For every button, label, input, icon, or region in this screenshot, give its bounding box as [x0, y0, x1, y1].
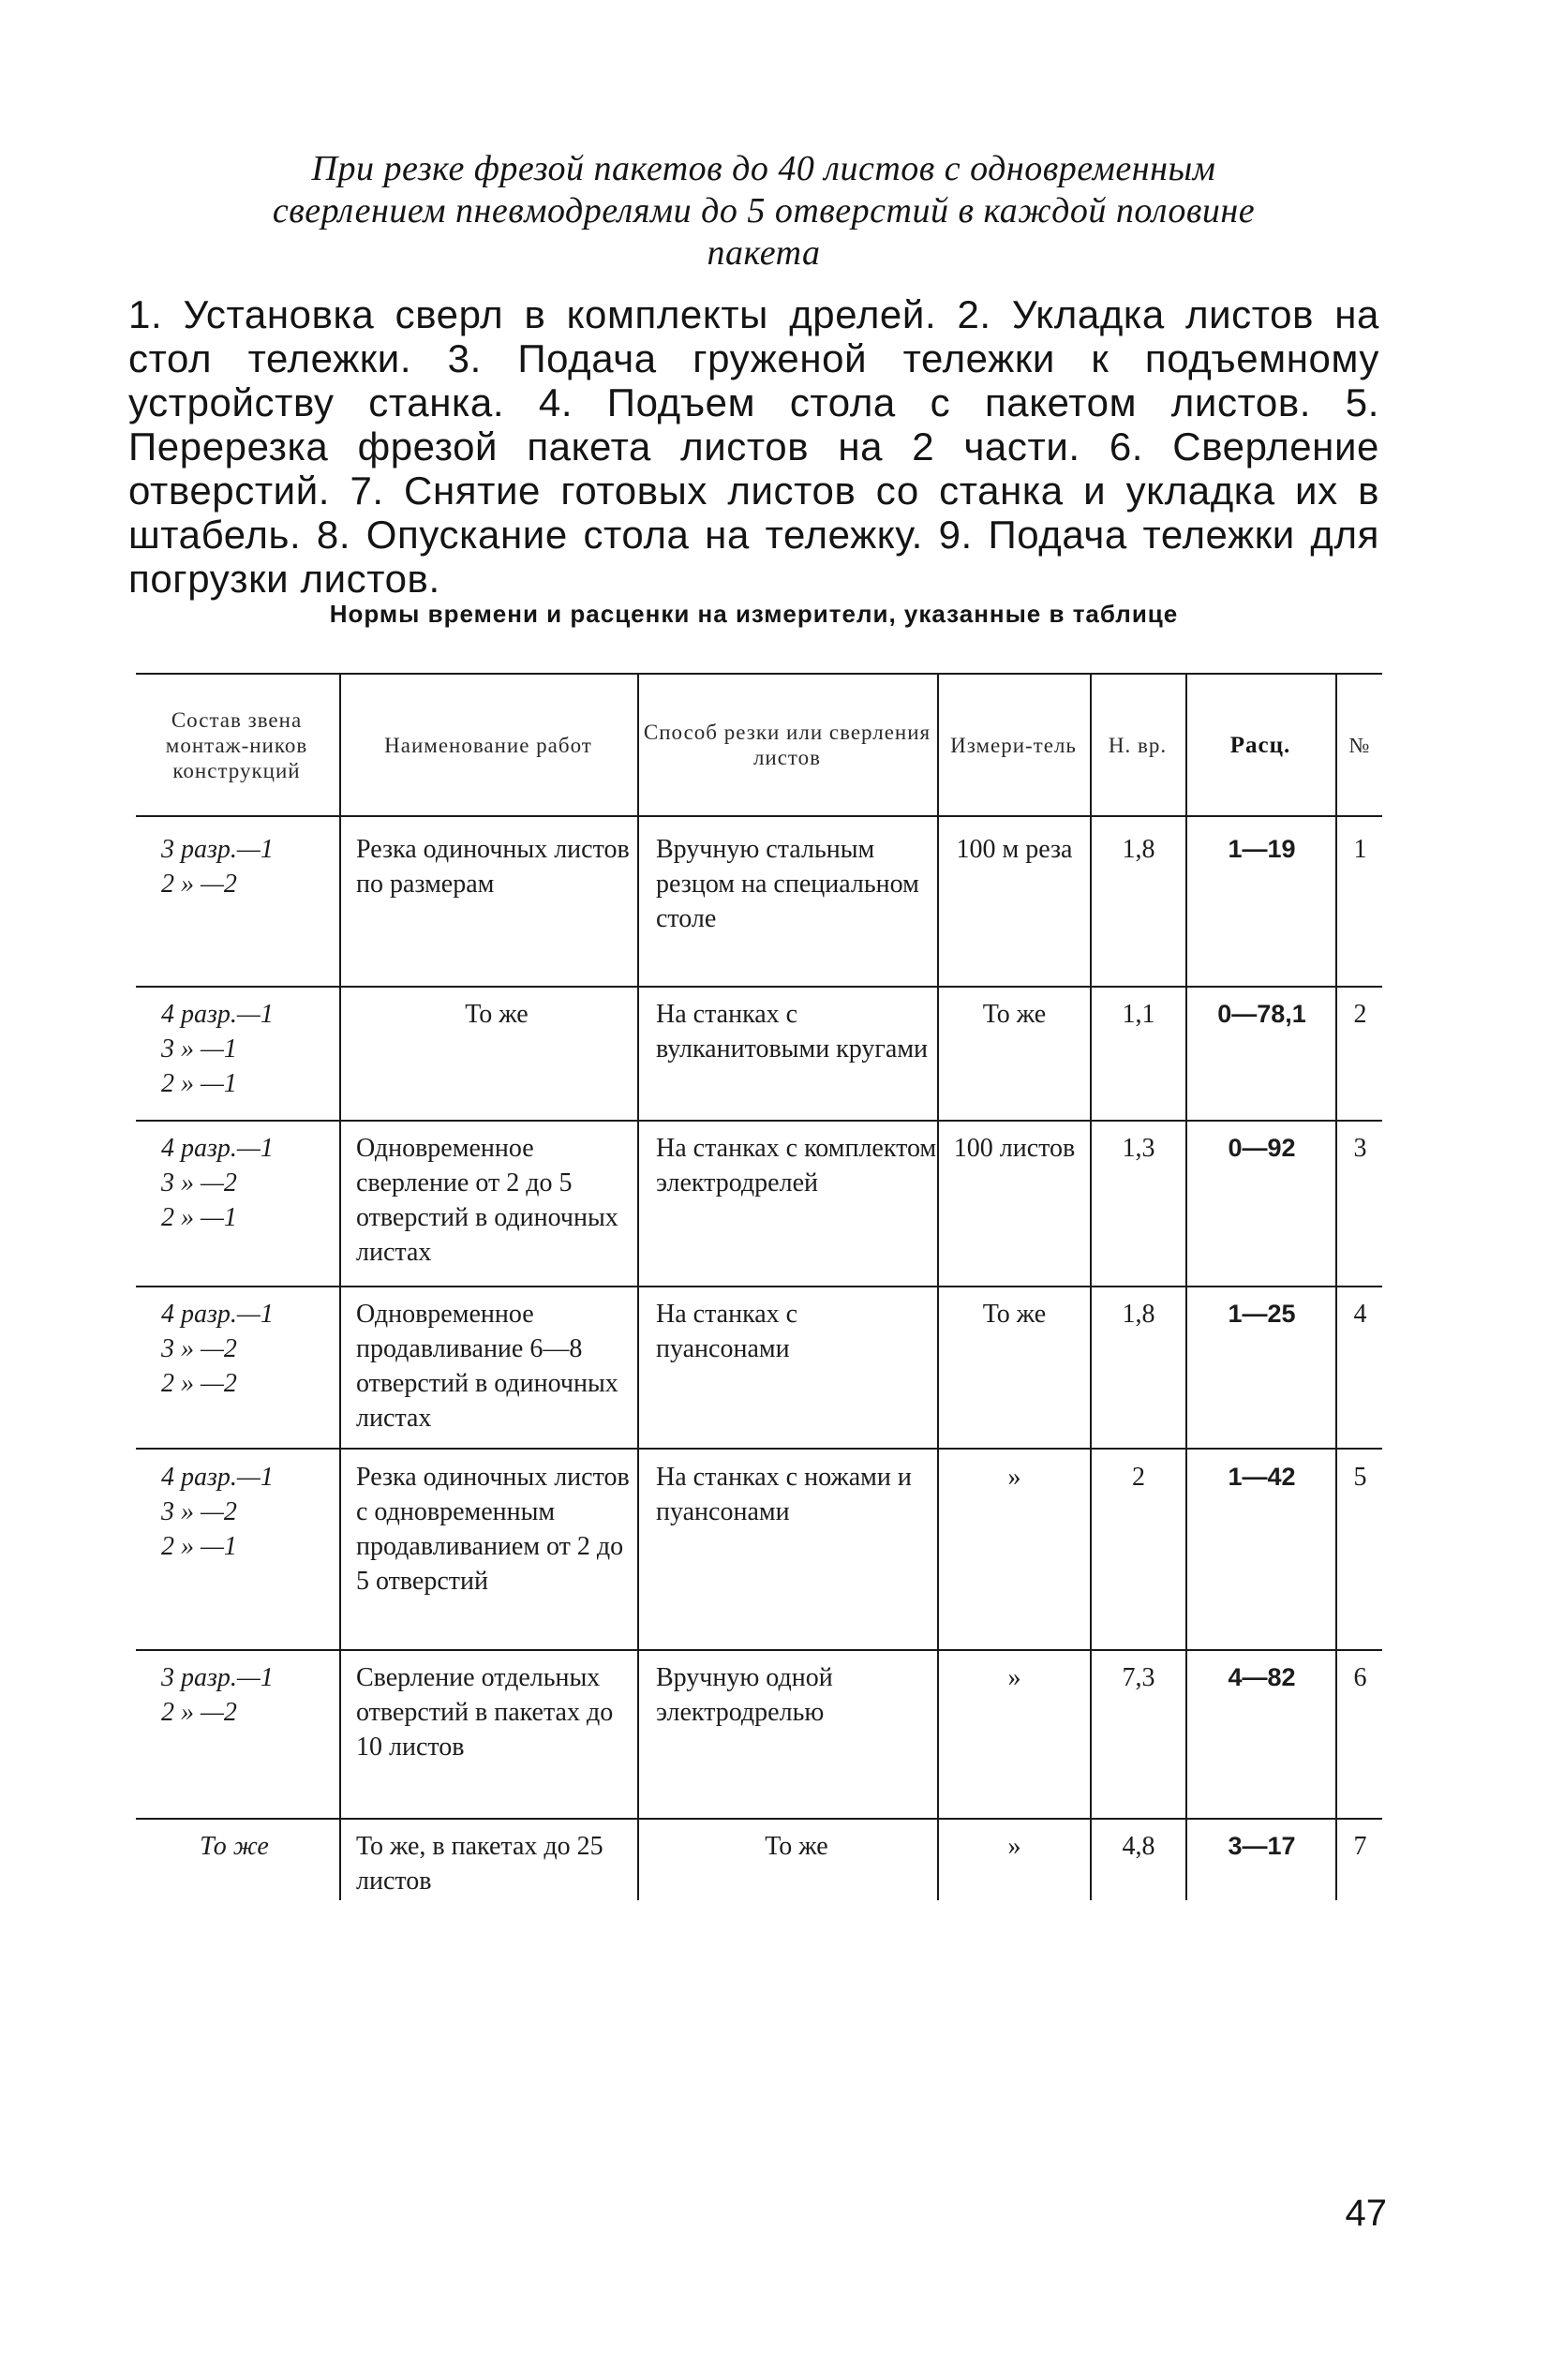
measure-cell: »: [1007, 1663, 1021, 1692]
work-cell: Резка одиночных листов с одновременным продавливанием от 2 до 5 отверстий: [356, 1463, 630, 1596]
method-cell: Вручную стальным резцом на специальном столе: [656, 835, 919, 933]
work-cell: То же: [465, 1000, 529, 1029]
norm-cell: 1,3: [1122, 1134, 1155, 1163]
crew-line: 2 » —1: [161, 1069, 237, 1098]
rate-cell: 1—19: [1228, 835, 1296, 863]
table-caption: Нормы времени и расценки на измерители, указанные в таблице: [329, 600, 1179, 628]
crew-line: 3 разр.—1: [161, 1663, 274, 1692]
header-measure: Измери-тель: [950, 733, 1077, 757]
measure-cell: 100 м реза: [956, 835, 1073, 864]
section-title-line: сверлением пневмодрелями до 5 отверстий в каждой половине: [272, 191, 1256, 231]
section-title: [141, 148, 1387, 275]
row-separator: [136, 1286, 1382, 1287]
method-cell: На станках с комплектом электродрелей: [656, 1134, 937, 1197]
measure-cell: 100 листов: [953, 1134, 1076, 1163]
crew-line: 4 разр.—1: [161, 1000, 274, 1029]
rate-cell: 3—17: [1228, 1832, 1296, 1860]
num-cell: 5: [1353, 1463, 1367, 1492]
method-cell: На станках с вулканитовыми кругами: [656, 1000, 929, 1064]
column-rule: [637, 673, 639, 1900]
rate-cell: 1—25: [1228, 1300, 1296, 1328]
row-separator: [136, 1649, 1382, 1651]
rate-cell: 0—92: [1228, 1134, 1296, 1162]
crew-line: 2 » —1: [161, 1532, 237, 1561]
norm-cell: 1,1: [1122, 1000, 1155, 1029]
crew-line: 4 разр.—1: [161, 1463, 274, 1492]
norm-cell: 2: [1132, 1463, 1145, 1492]
norm-cell: 4,8: [1122, 1832, 1155, 1861]
method-cell: То же: [765, 1832, 828, 1861]
norm-cell: 7,3: [1122, 1663, 1155, 1692]
column-rule: [1335, 673, 1337, 1900]
measure-cell: »: [1007, 1463, 1021, 1492]
crew-cell: [141, 832, 328, 901]
crew-cell: [141, 1297, 328, 1401]
crew-line: 2 » —2: [161, 1369, 237, 1398]
row-separator: [136, 1448, 1382, 1450]
crew-line: 3 » —2: [161, 1334, 237, 1363]
num-cell: 3: [1353, 1134, 1367, 1163]
header-rate: Расц.: [1229, 732, 1291, 758]
num-cell: 7: [1353, 1832, 1367, 1861]
crew-line: 2 » —2: [161, 1698, 237, 1727]
measure-cell: »: [1007, 1832, 1021, 1861]
crew-line: 2 » —1: [161, 1203, 237, 1232]
header-norm: Н. вр.: [1108, 733, 1168, 757]
num-cell: 4: [1353, 1300, 1367, 1329]
row-separator: [136, 1818, 1382, 1820]
header-crew: Состав звена монтаж-ников конструкций: [165, 707, 308, 782]
norm-cell: 1,8: [1122, 835, 1155, 864]
work-cell: То же, в пакетах до 25 листов: [356, 1832, 603, 1896]
crew-line: 2 » —2: [161, 870, 237, 899]
crew-cell: [141, 1460, 328, 1564]
crew-line: 3 » —1: [161, 1034, 237, 1064]
column-rule: [1185, 673, 1187, 1900]
crew-line: 3 » —2: [161, 1168, 237, 1197]
crew-cell: [141, 1829, 328, 1864]
method-cell: Вручную одной электродрелью: [656, 1663, 833, 1727]
method-cell: На станках с пуансонами: [656, 1300, 798, 1363]
page-number: 47: [1345, 2193, 1387, 2234]
work-cell: Резка одиночных листов по размерам: [356, 835, 630, 899]
crew-line: 3 » —2: [161, 1497, 237, 1526]
crew-line: 4 разр.—1: [161, 1300, 274, 1329]
work-steps-paragraph: 1. Установка сверл в комплекты дрелей. 2. Укладка листов на стол тележки. 3. Подача груженой тележки к подъемному устройству станка. 4. Подъем стола с пакетом листов. 5. Перерезка фрезой пакета листов на 2 части. 6. Сверление отверстий. 7. Снятие готовых листов со станка и укладка их в штабель. 8. Опускание стола на тележку. 9. Подача тележки для погрузки листов.: [128, 292, 1379, 601]
rate-cell: 1—42: [1228, 1463, 1296, 1491]
num-cell: 2: [1353, 1000, 1367, 1029]
section-title-line: пакета: [707, 233, 821, 273]
rate-cell: 0—78,1: [1217, 1000, 1306, 1028]
section-title-line: При резке фрезой пакетов до 40 листов с одновременным: [311, 149, 1216, 188]
column-rule: [339, 673, 341, 1900]
measure-cell: То же: [982, 1300, 1047, 1329]
norm-cell: 1,8: [1122, 1300, 1155, 1329]
header-method: Способ резки или сверления листов: [643, 721, 931, 769]
crew-line: 3 разр.—1: [161, 835, 274, 864]
header-work: Наименование работ: [384, 733, 592, 757]
header-num: №: [1348, 733, 1371, 757]
crew-line: То же: [200, 1832, 269, 1861]
crew-cell: [141, 997, 328, 1101]
table-header-rule: [136, 815, 1382, 817]
measure-cell: То же: [982, 1000, 1047, 1029]
num-cell: 1: [1353, 835, 1367, 864]
crew-cell: [141, 1131, 328, 1235]
work-cell: Одновременное продавливание 6—8 отверстий в одиночных листах: [356, 1300, 618, 1433]
crew-cell: [141, 1660, 328, 1730]
rate-cell: 4—82: [1228, 1663, 1296, 1691]
crew-line: 4 разр.—1: [161, 1134, 274, 1163]
row-separator: [136, 986, 1382, 988]
work-cell: Одновременное сверление от 2 до 5 отверстий в одиночных листах: [356, 1134, 618, 1267]
method-cell: На станках с ножами и пуансонами: [656, 1463, 912, 1526]
work-cell: Сверление отдельных отверстий в пакетах до 10 листов: [356, 1663, 614, 1762]
num-cell: 6: [1353, 1663, 1367, 1692]
row-separator: [136, 1120, 1382, 1122]
